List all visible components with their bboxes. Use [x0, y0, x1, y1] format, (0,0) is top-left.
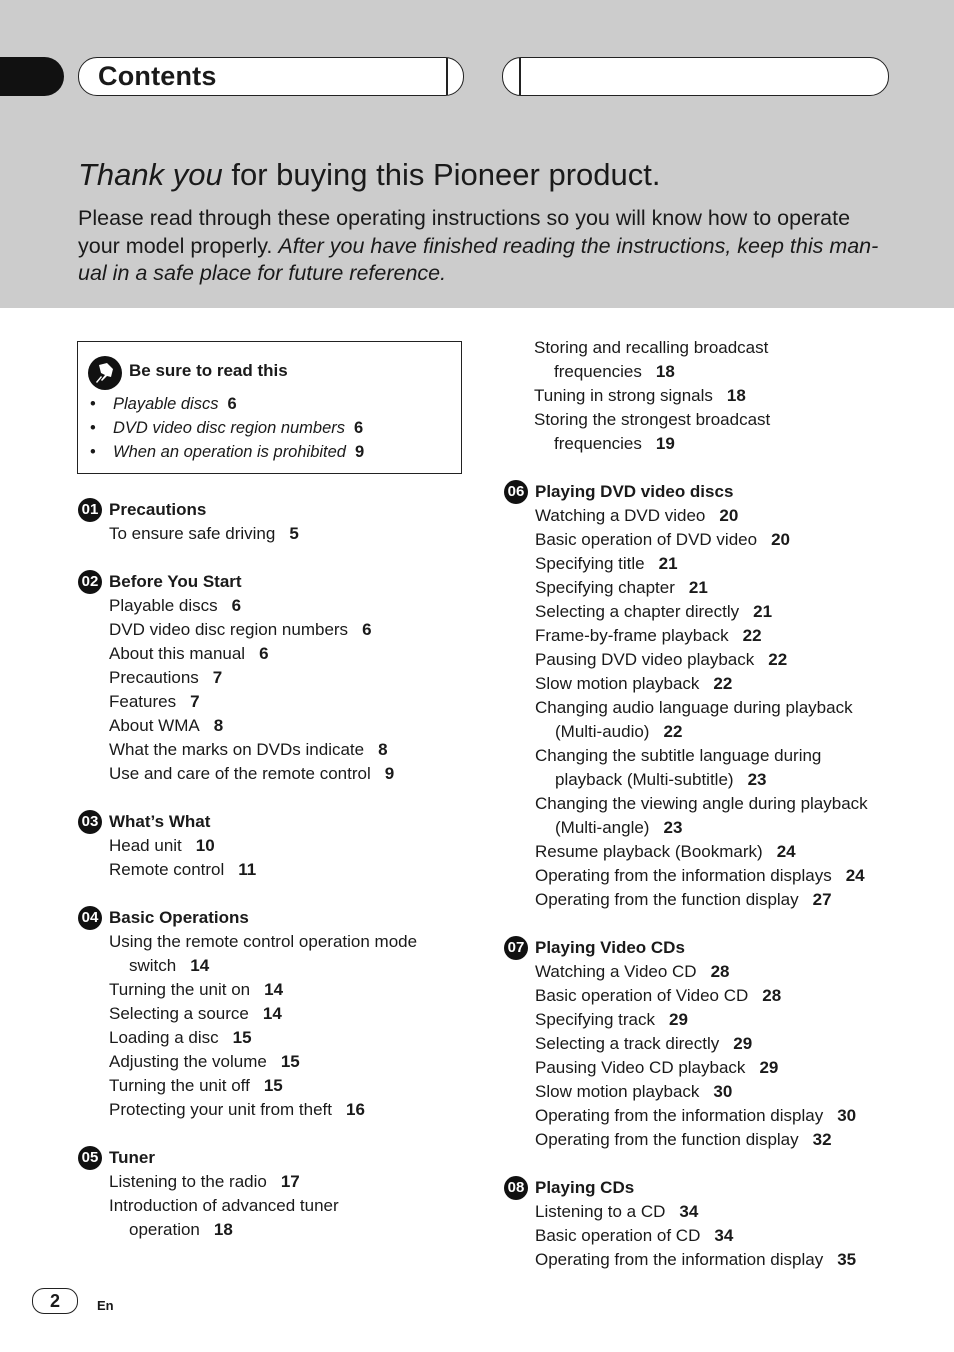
toc-entry-label-cont [535, 768, 904, 792]
notice-item [90, 419, 364, 443]
toc-entry[interactable] [504, 1224, 904, 1248]
toc-right-column [504, 336, 904, 1296]
toc-entry-label: Changing the viewing angle during playback [535, 794, 868, 813]
toc-entry[interactable] [504, 1032, 904, 1056]
section-heading[interactable] [78, 498, 463, 522]
toc-entry-label: Selecting a track directly [535, 1034, 720, 1053]
toc-entry[interactable] [504, 840, 904, 864]
toc-entry[interactable] [504, 1056, 904, 1080]
toc-entry[interactable] [504, 792, 904, 840]
toc-entry-page: 15 [232, 1028, 252, 1047]
toc-entry[interactable] [504, 864, 904, 888]
toc-entry-label: Turning the unit off [109, 1076, 250, 1095]
section-heading[interactable] [78, 810, 463, 834]
tuner-continued [504, 336, 904, 456]
toc-entry-label: Frame-by-frame playback [535, 626, 729, 645]
notice-item-page: 6 [227, 395, 237, 413]
toc-entry-label: Introduction of advanced tuner [109, 1196, 339, 1215]
notice-item [90, 395, 364, 419]
toc-entry-page: 22 [663, 722, 683, 741]
toc-entry[interactable] [504, 960, 904, 984]
toc-entry-label: Loading a disc [109, 1028, 219, 1047]
toc-entry[interactable] [504, 528, 904, 552]
toc-entry[interactable] [78, 714, 463, 738]
right-sections [504, 480, 904, 1272]
toc-entry[interactable] [78, 738, 463, 762]
toc-entry[interactable] [504, 1128, 904, 1152]
notice-item-page: 6 [354, 419, 364, 437]
toc-entry-label-cont [109, 954, 463, 978]
toc-section [504, 936, 904, 1152]
toc-entry-page: 34 [679, 1202, 699, 1221]
toc-entry-label: Tuning in strong signals [534, 386, 713, 405]
notice-item-label: DVD video disc region numbers [113, 419, 346, 437]
notice-item-label: Playable discs [113, 395, 219, 413]
toc-entry-label: Storing the strongest broadcast [534, 410, 771, 429]
toc-entry-page: 18 [726, 386, 746, 405]
section-heading[interactable] [504, 936, 904, 960]
toc-entry-label: Basic operation of Video CD [535, 986, 749, 1005]
thanks-italic: Thank you [78, 157, 223, 192]
toc-entry[interactable] [504, 648, 904, 672]
toc-entry[interactable] [78, 978, 463, 1002]
toc-entry-page: 6 [362, 620, 372, 639]
toc-entry-label2: frequencies [554, 434, 642, 453]
toc-entry-page: 14 [190, 956, 210, 975]
toc-section [78, 906, 463, 1122]
toc-entry-page: 24 [776, 842, 796, 861]
toc-entry-label: About this manual [109, 644, 246, 663]
toc-entry-page: 29 [733, 1034, 753, 1053]
toc-entry[interactable] [504, 744, 904, 792]
toc-entry[interactable] [504, 1104, 904, 1128]
toc-entry-label-cont [535, 720, 904, 744]
toc-entry-page: 20 [771, 530, 790, 549]
section-title: Basic Operations [109, 908, 249, 927]
toc-entry-label: Use and care of the remote control [109, 764, 371, 783]
toc-entry-label: Listening to the radio [109, 1172, 267, 1191]
toc-entry-label: Using the remote control operation mode [109, 932, 418, 951]
toc-entry-label-cont [109, 1218, 463, 1242]
toc-entry-page: 21 [658, 554, 678, 573]
section-tab [0, 57, 64, 96]
toc-entry-label: Operating from the function display [535, 890, 799, 909]
toc-section [78, 1146, 463, 1242]
toc-section [78, 570, 463, 786]
chapter-box-divider [519, 58, 521, 95]
toc-entry-page: 15 [280, 1052, 300, 1071]
toc-entry-page: 6 [231, 596, 242, 615]
toc-entry-label: Playable discs [109, 596, 218, 615]
chapter-box [502, 57, 889, 96]
toc-entry[interactable] [78, 1002, 463, 1026]
thanks-rest: for buying this Pioneer product. [222, 157, 661, 192]
toc-entry-label: Head unit [109, 836, 182, 855]
toc-entry-label: Slow motion playback [535, 674, 700, 693]
toc-entry[interactable] [78, 690, 463, 714]
toc-entry-label: Specifying title [535, 554, 645, 573]
section-heading[interactable] [504, 480, 904, 504]
toc-entry-page: 14 [264, 980, 284, 999]
toc-entry-page: 24 [845, 866, 865, 885]
toc-entry-page: 21 [753, 602, 773, 621]
toc-entry[interactable] [78, 1098, 463, 1122]
toc-entry-label: To ensure safe driving [109, 524, 276, 543]
toc-entry-page: 21 [688, 578, 708, 597]
toc-entry-label: Features [109, 692, 177, 711]
pin-icon [88, 356, 122, 390]
notice-item [90, 443, 364, 467]
notice-box [77, 341, 462, 474]
toc-entry-label: Basic operation of DVD video [535, 530, 758, 549]
toc-entry-label: Specifying chapter [535, 578, 675, 597]
toc-entry-page: 32 [812, 1130, 832, 1149]
toc-entry-label: Precautions [109, 668, 199, 687]
toc-section [504, 1176, 904, 1272]
section-heading[interactable] [78, 906, 463, 930]
toc-entry[interactable] [78, 642, 463, 666]
toc-entry-page: 10 [195, 836, 215, 855]
toc-entry-label: Operating from the information display [535, 1106, 824, 1125]
toc-entry-label: Changing audio language during playback [535, 698, 853, 717]
toc-entry[interactable] [504, 600, 904, 624]
toc-entry[interactable] [78, 762, 463, 786]
toc-section [504, 480, 904, 912]
toc-entry[interactable] [78, 1026, 463, 1050]
toc-entry-label: Remote control [109, 860, 225, 879]
toc-entry[interactable] [78, 930, 463, 978]
toc-entry-page: 5 [289, 524, 299, 543]
toc-entry-page: 15 [263, 1076, 283, 1095]
toc-entry-label: About WMA [109, 716, 200, 735]
section-number-badge: 05 [78, 1146, 102, 1170]
section-heading[interactable] [504, 1176, 904, 1200]
toc-entry-label: Changing the subtitle language during [535, 746, 822, 765]
contents-title-box [78, 57, 464, 96]
section-title: Tuner [109, 1148, 155, 1167]
section-number-badge: 06 [504, 480, 528, 504]
thanks-heading [78, 157, 660, 193]
notice-list [90, 395, 364, 467]
page-title: Contents [98, 61, 217, 91]
toc-entry-label: Watching a DVD video [535, 506, 706, 525]
toc-entry[interactable] [504, 624, 904, 648]
section-title: What’s What [109, 812, 211, 831]
toc-entry-label2: (Multi-angle) [555, 818, 650, 837]
toc-entry[interactable] [504, 408, 904, 456]
notice-title: Be sure to read this [129, 361, 288, 380]
toc-entry[interactable] [78, 1074, 463, 1098]
section-title: Precautions [109, 500, 207, 519]
toc-section [78, 498, 463, 546]
toc-entry-page: 23 [663, 818, 683, 837]
toc-entry-label2: operation [129, 1220, 200, 1239]
toc-entry-page: 27 [812, 890, 832, 909]
toc-entry[interactable] [78, 858, 463, 882]
toc-entry-page: 30 [713, 1082, 733, 1101]
toc-entry[interactable] [78, 1050, 463, 1074]
toc-entry-label: Selecting a source [109, 1004, 249, 1023]
toc-entry[interactable] [504, 504, 904, 528]
toc-entry-label-cont [535, 816, 904, 840]
toc-entry[interactable] [78, 834, 463, 858]
toc-entry-page: 22 [768, 650, 788, 669]
section-number-badge: 07 [504, 936, 528, 960]
toc-entry-page: 20 [719, 506, 739, 525]
toc-entry-page: 17 [280, 1172, 300, 1191]
page-number: 2 [32, 1288, 78, 1314]
section-title: Playing DVD video discs [535, 482, 734, 501]
toc-entry-page: 9 [384, 764, 395, 783]
toc-entry-page: 22 [742, 626, 762, 645]
toc-left-column [78, 498, 463, 1266]
toc-entry[interactable] [504, 552, 904, 576]
bullet-icon: • [90, 419, 96, 437]
language-code: En [97, 1298, 114, 1313]
toc-entry[interactable] [504, 888, 904, 912]
section-number-badge: 02 [78, 570, 102, 594]
toc-entry-page: 29 [669, 1010, 688, 1029]
toc-entry-page: 28 [710, 962, 730, 981]
toc-entry-page: 19 [655, 434, 675, 453]
toc-entry[interactable] [504, 384, 904, 408]
bullet-icon: • [90, 443, 96, 461]
toc-entry-page: 14 [262, 1004, 282, 1023]
toc-entry-label: Storing and recalling broadcast [534, 338, 769, 357]
section-heading[interactable] [78, 1146, 463, 1170]
section-number-badge: 01 [78, 498, 102, 522]
notice-item-label: When an operation is prohibited [113, 443, 346, 461]
toc-entry-page: 16 [346, 1100, 365, 1119]
toc-entry-page: 22 [713, 674, 733, 693]
toc-entry-page: 30 [837, 1106, 857, 1125]
toc-entry-page: 23 [747, 770, 767, 789]
toc-entry-label: Adjusting the volume [109, 1052, 267, 1071]
toc-entry-label: Operating from the information displays [535, 866, 832, 885]
toc-entry[interactable] [504, 1200, 904, 1224]
toc-entry-label2: (Multi-audio) [555, 722, 650, 741]
toc-entry[interactable] [504, 984, 904, 1008]
toc-entry-page: 7 [212, 668, 223, 687]
intro-text [78, 205, 893, 288]
intro-plain: Please read through these operating instructions so you will know how to operate your model properly. [78, 206, 851, 258]
section-number-badge: 03 [78, 810, 102, 834]
toc-entry-label-cont [534, 432, 904, 456]
toc-entry-label2: playback (Multi-subtitle) [555, 770, 734, 789]
toc-entry[interactable] [504, 1248, 904, 1272]
toc-entry-page: 34 [714, 1226, 734, 1245]
toc-entry-label: Listening to a CD [535, 1202, 666, 1221]
toc-entry-page: 35 [837, 1250, 857, 1269]
toc-entry[interactable] [504, 696, 904, 744]
toc-entry-label: DVD video disc region numbers [109, 620, 349, 639]
toc-entry[interactable] [78, 1170, 463, 1194]
toc-entry-label2: frequencies [554, 362, 642, 381]
toc-entry-label: Slow motion playback [535, 1082, 700, 1101]
toc-entry-page: 8 [378, 740, 388, 759]
toc-entry-page: 6 [259, 644, 269, 663]
section-title: Playing Video CDs [535, 938, 685, 957]
toc-entry-label: Protecting your unit from theft [109, 1100, 332, 1119]
toc-entry[interactable] [504, 672, 904, 696]
toc-entry-label: Turning the unit on [109, 980, 251, 999]
toc-entry-label: Operating from the information display [535, 1250, 824, 1269]
toc-section [78, 810, 463, 882]
toc-entry[interactable] [504, 336, 904, 384]
toc-entry[interactable] [78, 618, 463, 642]
toc-entry[interactable] [504, 1008, 904, 1032]
toc-entry[interactable] [78, 1194, 463, 1242]
toc-entry-page: 28 [762, 986, 782, 1005]
toc-entry[interactable] [78, 594, 463, 618]
toc-entry-page: 8 [213, 716, 224, 735]
bullet-icon: • [90, 395, 96, 413]
toc-entry-page: 7 [190, 692, 200, 711]
toc-entry-label: What the marks on DVDs indicate [109, 740, 365, 759]
toc-entry-label-cont [534, 360, 904, 384]
toc-entry-label: Pausing Video CD playback [535, 1058, 746, 1077]
toc-entry-label: Basic operation of CD [535, 1226, 701, 1245]
title-box-divider [446, 58, 448, 95]
toc-entry-page: 18 [213, 1220, 233, 1239]
toc-entry-label: Watching a Video CD [535, 962, 697, 981]
toc-entry-label2: switch [129, 956, 177, 975]
toc-entry[interactable] [78, 522, 463, 546]
toc-entry[interactable] [504, 576, 904, 600]
toc-entry-label: Pausing DVD video playback [535, 650, 755, 669]
toc-entry-label: Resume playback (Bookmark) [535, 842, 763, 861]
toc-entry-page: 29 [759, 1058, 779, 1077]
toc-entry[interactable] [504, 1080, 904, 1104]
section-heading[interactable] [78, 570, 463, 594]
toc-entry-page: 18 [655, 362, 675, 381]
section-number-badge: 08 [504, 1176, 528, 1200]
notice-item-page: 9 [354, 443, 365, 461]
intro-italic: After you have finished reading the instructions, keep this man-ual in a safe place for future reference. [78, 233, 879, 285]
section-number-badge: 04 [78, 906, 102, 930]
section-title: Playing CDs [535, 1178, 635, 1197]
section-title: Before You Start [109, 572, 242, 591]
toc-entry-page: 11 [238, 860, 257, 879]
toc-entry-label: Selecting a chapter directly [535, 602, 740, 621]
toc-entry-label: Operating from the function display [535, 1130, 799, 1149]
toc-entry-label: Specifying track [535, 1010, 655, 1029]
toc-entry[interactable] [78, 666, 463, 690]
